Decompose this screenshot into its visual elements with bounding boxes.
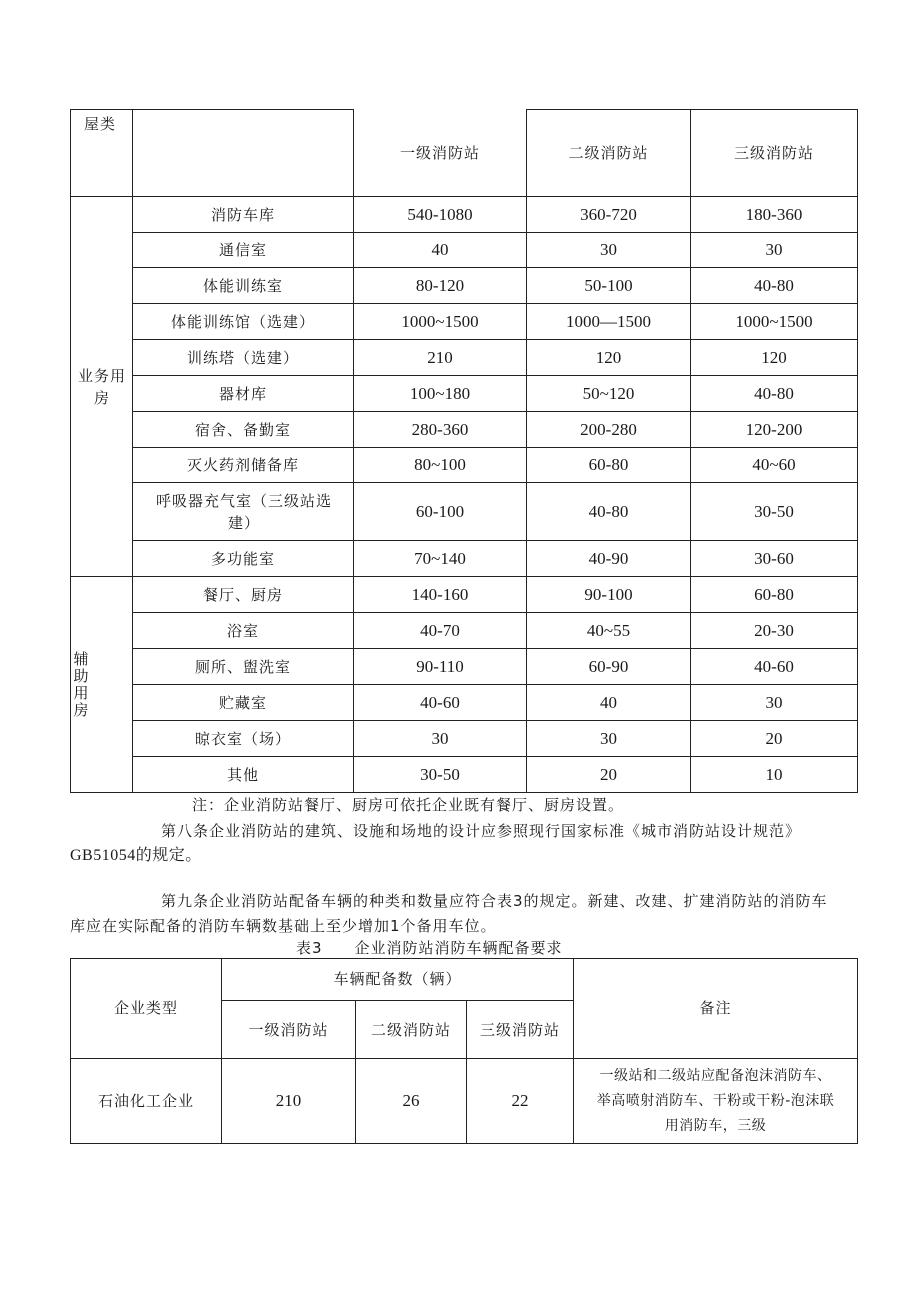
area-level3: 40-80 (754, 383, 794, 403)
area-level1: 40-70 (420, 620, 460, 640)
remark-line: 举高喷射消防车、干粉或干粉-泡沫联 (596, 1092, 835, 1109)
room-name: 通信室 (218, 241, 267, 259)
room-name: 消防车库 (210, 205, 275, 224)
area-level3: 30-60 (754, 548, 794, 568)
remark-line: 用消防车，三级 (664, 1117, 767, 1134)
area-level3: 30-50 (754, 501, 794, 521)
area-level2: 40 (600, 692, 617, 712)
area-level1: 540-1080 (407, 204, 473, 224)
area-level2: 360-720 (580, 204, 637, 224)
room-name: 其他 (226, 765, 259, 784)
area-level1: 70~140 (414, 548, 466, 568)
area-level3: 60-80 (754, 584, 794, 604)
area-level1: 40 (431, 240, 449, 259)
room-name: 晾衣室（场） (194, 729, 291, 748)
area-level2: 120 (595, 347, 622, 367)
col-header-level2: 二级消防站 (568, 143, 649, 162)
area-level3: 40-60 (754, 656, 794, 676)
area-level2: 40-90 (588, 548, 629, 568)
area-level3: 20-30 (754, 620, 794, 640)
area-level2: 20 (600, 764, 617, 784)
room-name: 灭火药剂储备库 (186, 456, 299, 474)
area-level2: 30 (600, 240, 617, 259)
area-level2: 90-100 (584, 584, 633, 604)
area-level1: 80-120 (415, 275, 465, 295)
area-level2: 60-90 (588, 656, 629, 676)
room-name: 体能训练室 (202, 276, 283, 295)
remark-line: 一级站和二级站应配备泡沫消防车、 (599, 1067, 832, 1084)
area-level2: 50~120 (582, 383, 635, 403)
enterprise-type: 石油化工企业 (97, 1092, 194, 1110)
room-name: 体能训练馆（选建） (170, 312, 315, 331)
area-level3: 30 (765, 240, 783, 259)
article-9-line-2: 库应在实际配备的消防车辆数基础上至少增加1个备用车位。 (70, 917, 497, 935)
room-name: 多功能室 (210, 549, 275, 568)
enterprise-type-header: 企业类型 (113, 999, 178, 1017)
remarks-cell (574, 1063, 857, 1139)
area-level1: 60-100 (415, 501, 465, 521)
area-level1: 140-160 (411, 584, 469, 604)
area-level3: 30 (765, 692, 783, 712)
area-level1: 30-50 (420, 764, 460, 784)
area-level2: 40~55 (586, 620, 631, 640)
group-label-auxiliary: 辅助用房 (73, 650, 89, 719)
area-level1: 30 (431, 728, 449, 748)
area-level3: 40-80 (754, 275, 794, 295)
room-area-table (70, 109, 858, 793)
area-level3: 20 (765, 728, 783, 748)
room-name: 浴室 (226, 621, 259, 640)
area-level3: 10 (765, 764, 783, 784)
col-header-level1: 一级消防站 (399, 143, 480, 162)
area-level2: 30 (600, 728, 617, 748)
article-8-line-1: 第八条企业消防站的建筑、设施和场地的设计应参照现行国家标准《城市消防站设计规范》 (161, 822, 802, 840)
col-header-level3: 三级消防站 (479, 1020, 560, 1039)
area-level3: 40~60 (752, 455, 796, 474)
area-level2: 60-80 (588, 455, 629, 474)
vehicles-level3: 22 (511, 1091, 529, 1110)
area-level2: 200-280 (580, 419, 637, 439)
area-level1: 1000~1500 (401, 311, 479, 331)
col-header-level2: 二级消防站 (370, 1020, 451, 1039)
vehicle-count-header: 车辆配备数（辆） (333, 970, 462, 988)
room-name: 器材库 (218, 384, 267, 403)
area-level1: 210 (427, 347, 453, 367)
area-level2: 40-80 (588, 501, 629, 521)
room-name: 贮藏室 (218, 693, 267, 712)
area-level3: 180-360 (745, 204, 803, 224)
area-level2: 50-100 (584, 275, 633, 295)
vehicles-level1: 210 (275, 1091, 302, 1110)
category-header: 屋类 (84, 115, 117, 133)
article-9-line-1: 第九条企业消防站配备车辆的种类和数量应符合表3的规定。新建、改建、扩建消防站的消防车 (161, 892, 828, 910)
group-label-business: 业务用房 (77, 367, 126, 407)
area-level1: 40-60 (420, 692, 460, 712)
col-header-level1: 一级消防站 (248, 1020, 329, 1039)
room-name: 训练塔（选建） (186, 348, 299, 367)
area-level1: 90-110 (416, 656, 464, 676)
area-level1: 80~100 (414, 455, 466, 474)
table3-caption: 表3 企业消防站消防车辆配备要求 (296, 939, 563, 957)
remarks-header: 备注 (699, 999, 732, 1017)
vehicle-allocation-table (70, 958, 858, 1144)
room-name: 宿舍、备勤室 (194, 420, 291, 439)
room-name: 厕所、盥洗室 (194, 657, 291, 676)
article-8-line-2: GB51054的规定。 (70, 847, 202, 864)
table-note: 注：企业消防站餐厅、厨房可依托企业既有餐厅、厨房设置。 (192, 796, 625, 814)
area-level1: 280-360 (411, 419, 469, 439)
area-level3: 120-200 (745, 419, 803, 439)
room-name: 餐厅、厨房 (202, 585, 283, 604)
area-level1: 100~180 (409, 383, 471, 403)
col-header-level3: 三级消防站 (733, 143, 814, 162)
vehicles-level2: 26 (402, 1091, 420, 1110)
room-name: 呼吸器充气室（三级站选建） (155, 491, 332, 532)
area-level3: 120 (761, 347, 787, 367)
area-level3: 1000~1500 (735, 311, 813, 331)
area-level2: 1000—1500 (566, 311, 651, 331)
